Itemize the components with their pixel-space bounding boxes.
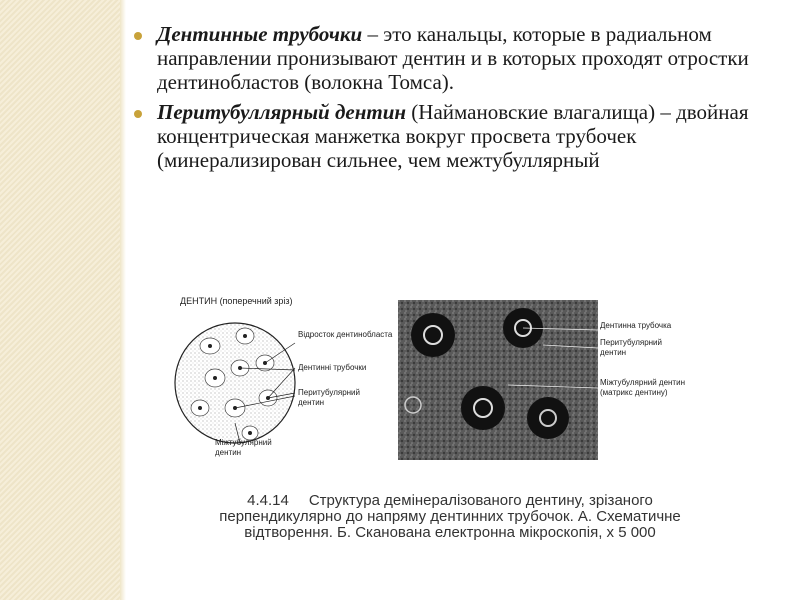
bullet-item-peritubular-dentin [133,100,773,172]
slide-sidebar-decoration [0,0,120,600]
electron-micrograph-image [398,300,598,460]
label-dentin-tubules: Дентинні трубочки [298,363,367,372]
bullet-item-dentin-tubules [133,22,773,94]
dentin-figure [170,288,730,548]
label-micro-peritubular-dentin: Перитубулярний дентин [600,338,662,357]
sidebar-divider [120,0,126,600]
caption-line-1: Структура демінералізованого дентину, зрізаного [308,492,653,509]
definition-dentin-tubules: – это канальцы, которые в радиальном направлении пронизывают дентин и в которых проходят отростки дентинобластов (волокна Томса). [157,22,749,94]
definition-peritubular-dentin: (Наймановские влагалища) – двойная концентрическая манжетка вокруг просвета трубочек (минерализирован сильнее, чем межтубуллярный [157,100,749,172]
label-odontoblast-process: Відросток дентинобласта [298,330,393,339]
bullet-icon [134,32,142,40]
schematic-title: ДЕНТИН (поперечний зріз) [180,296,293,306]
bullet-list [133,22,773,178]
label-peritubular-dentin: Перитубулярний дентин [298,388,360,407]
caption-line-3: відтворення. Б. Сканована електронна мікроскопія, х 5 000 [244,524,656,541]
bullet-icon [134,110,142,118]
caption-number: 4.4.14 [247,492,289,509]
caption-line-2: перпендикулярно до напряму дентинних трубочок. А. Схематичне [219,508,681,525]
label-intertubular-dentin: Міжтубулярний дентин [215,438,272,457]
figure-caption [170,493,730,541]
label-micro-intertubular-dentin: Міжтубулярний дентин (матрикс дентину) [600,378,685,397]
label-micro-dentin-tubule: Дентинна трубочка [600,321,672,330]
term-peritubular-dentin: Перитубуллярный дентин [157,100,407,124]
term-dentin-tubules: Дентинные трубочки [157,22,363,46]
